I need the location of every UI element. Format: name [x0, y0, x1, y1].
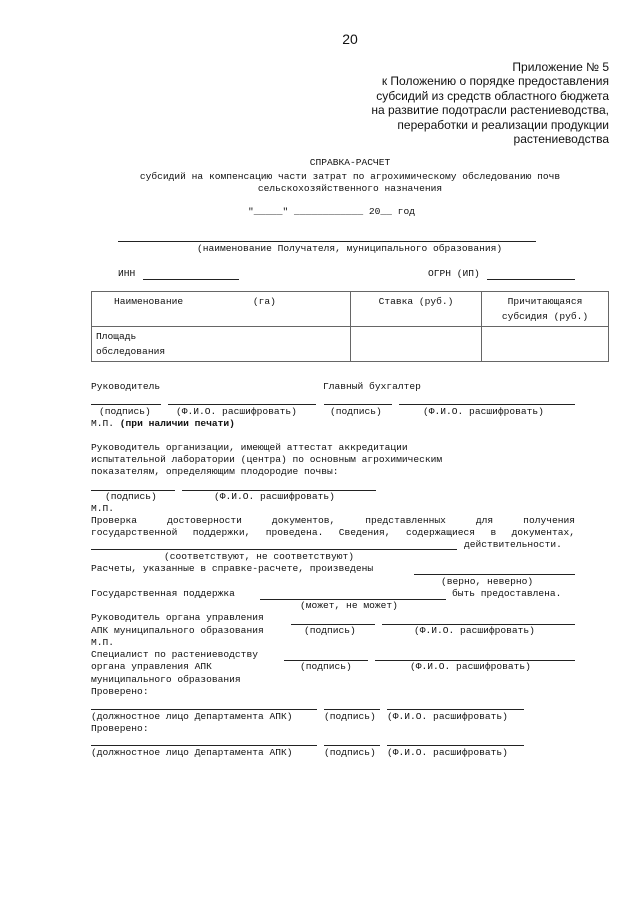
table-header-cell: [482, 292, 609, 327]
inn-line: [143, 279, 239, 280]
sign-line: [387, 709, 524, 710]
header-unit: (га): [252, 296, 276, 307]
header-name: Наименование: [114, 296, 184, 307]
header-subsidy-2: субсидия (руб.): [501, 311, 589, 322]
head-label: Руководитель: [91, 381, 161, 392]
calc-text: Расчеты, указанные в справке-расчете, произведены: [91, 563, 374, 574]
caption-name: (Ф.И.О. расшифровать): [214, 491, 335, 502]
stamp-note: [91, 418, 235, 429]
table-header-cell: [92, 292, 351, 327]
caption-sign: (подпись): [99, 406, 151, 417]
table-cell: [351, 327, 482, 362]
checked-label: Проверено:: [91, 723, 149, 734]
inn-label: ИНН: [118, 268, 136, 279]
caption-name: (Ф.И.О. расшифровать): [387, 747, 508, 758]
caption-may: (может, не может): [300, 600, 398, 611]
sign-line: [91, 745, 317, 746]
header-subsidy-1: Причитающаяся: [507, 296, 583, 307]
chief-accountant-label: Главный бухгалтер: [323, 381, 421, 392]
verification-text-1: Проверка достоверности документов, представленных для получения: [91, 515, 575, 526]
lab-stamp: М.П.: [91, 503, 115, 514]
sign-line: [387, 745, 524, 746]
agency-head-2: АПК муниципального образования: [91, 625, 264, 636]
sign-line: [91, 709, 317, 710]
row-label-1: Площадь: [96, 331, 137, 342]
sign-line: [168, 404, 316, 405]
specialist-1: Специалист по растениеводству: [91, 649, 258, 660]
caption-correct: (верно, неверно): [441, 576, 534, 587]
caption-sign: (подпись): [105, 491, 157, 502]
specialist-3: муниципального образования: [91, 674, 241, 685]
agency-stamp: М.П.: [91, 637, 115, 648]
appendix-line: переработки и реализации продукции: [397, 117, 609, 132]
support-text-2: быть предоставлена.: [452, 588, 562, 599]
verification-text-2: государственной поддержки, проведена. Сведения, содержащиеся в документах,: [91, 527, 575, 538]
document-date: "_____" ____________ 20__ год: [248, 206, 415, 217]
sign-line: [324, 404, 392, 405]
table-header-cell: [351, 292, 482, 327]
sign-line: [91, 404, 161, 405]
document-subtitle: субсидий на компенсацию части затрат по агрохимическому обследованию почв: [139, 171, 561, 182]
row-label-2: обследования: [96, 346, 166, 357]
caption-sign: (подпись): [324, 711, 376, 722]
caption-verify: (соответствуют, не соответствуют): [164, 551, 354, 562]
caption-sign: (подпись): [304, 625, 356, 636]
table-cell: [482, 327, 609, 362]
sign-line: [324, 745, 380, 746]
lab-text-3: показателям, определяющим плодородие почвы:: [91, 466, 339, 477]
caption-official: (должностное лицо Департамента АПК): [91, 711, 293, 722]
caption-sign: (подпись): [330, 406, 382, 417]
document-title: СПРАВКА-РАСЧЕТ: [309, 157, 391, 168]
header-rate: Ставка (руб.): [378, 296, 454, 307]
fill-line: [414, 574, 575, 575]
verification-text-3: действительности.: [464, 539, 562, 550]
specialist-2: органа управления АПК: [91, 661, 212, 672]
checked-label: Проверено:: [91, 686, 149, 697]
appendix-line: растениеводства: [513, 132, 609, 147]
support-text: Государственная поддержка: [91, 588, 235, 599]
appendix-line: на развитие подотрасли растениеводства,: [371, 103, 609, 118]
document-subtitle-2: сельскохозяйственного назначения: [257, 183, 443, 194]
calculation-table: [91, 291, 609, 362]
fill-line: [91, 549, 457, 550]
caption-official: (должностное лицо Департамента АПК): [91, 747, 293, 758]
caption-sign: (подпись): [300, 661, 352, 672]
appendix-block: [371, 60, 609, 146]
caption-name: (Ф.И.О. расшифровать): [414, 625, 535, 636]
caption-name: (Ф.И.О. расшифровать): [423, 406, 544, 417]
caption-name: (Ф.И.О. расшифровать): [176, 406, 297, 417]
recipient-caption: (наименование Получателя, муниципального образования): [197, 243, 503, 254]
table-header-row: [92, 292, 609, 327]
appendix-line: к Положению о порядке предоставления: [381, 74, 609, 89]
lab-text-2: испытательной лаборатории (центра) по основным агрохимическим: [91, 454, 443, 465]
ogrn-label: ОГРН (ИП): [428, 268, 480, 279]
agency-head-1: Руководитель органа управления: [91, 612, 264, 623]
caption-name: (Ф.И.О. расшифровать): [410, 661, 531, 672]
sign-line: [324, 709, 380, 710]
stamp-condition: (при наличии печати): [119, 418, 235, 429]
lab-text-1: Руководитель организации, имеющей аттестат аккредитации: [91, 442, 408, 453]
table-row: [92, 327, 609, 362]
appendix-line: Приложение № 5: [512, 60, 609, 74]
page-number: 20: [342, 31, 358, 47]
table-cell: [92, 327, 351, 362]
caption-name: (Ф.И.О. расшифровать): [387, 711, 508, 722]
caption-sign: (подпись): [324, 747, 376, 758]
stamp-mp: М.П.: [91, 418, 115, 429]
recipient-line: [118, 241, 536, 242]
sign-line: [399, 404, 575, 405]
appendix-line: субсидий из средств областного бюджета: [376, 88, 609, 103]
ogrn-line: [487, 279, 575, 280]
